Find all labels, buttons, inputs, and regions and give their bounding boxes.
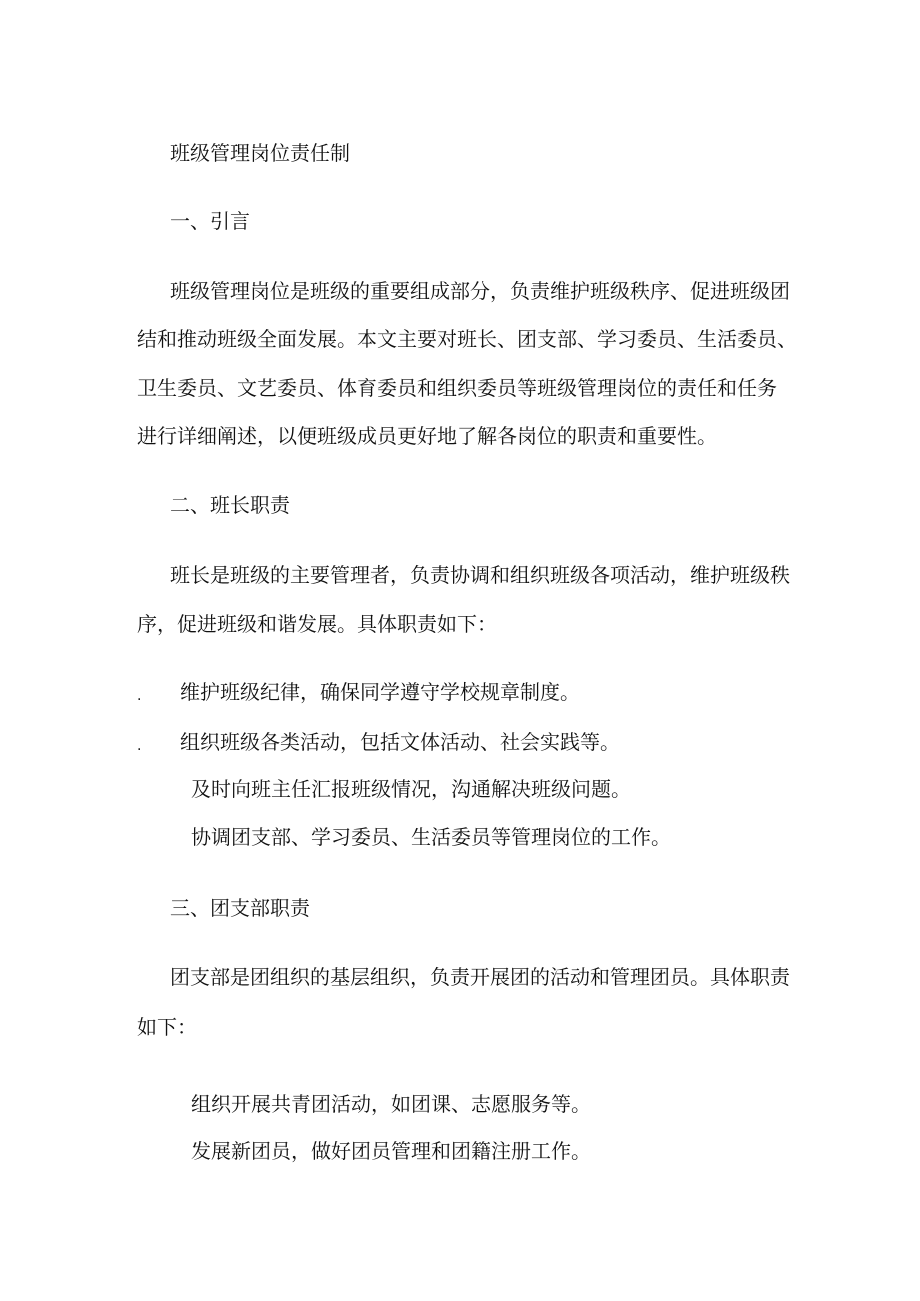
paragraph-line: 班长是班级的主要管理者，负责协调和组织班级各项活动，维护班级秩 [170, 563, 790, 587]
paragraph-line: 团支部是团组织的基层组织，负责开展团的活动和管理团员。具体职责 [170, 965, 790, 989]
list-item: 组织班级各类活动，包括文体活动、社会实践等。 [180, 730, 620, 754]
list-item: 协调团支部、学习委员、生活委员等管理岗位的工作。 [191, 825, 671, 849]
paragraph-line: 班级管理岗位是班级的重要组成部分，负责维护班级秩序、促进班级团 [170, 279, 790, 303]
section-heading-league: 三、团支部职责 [170, 896, 310, 920]
paragraph-line: 如下： [137, 1015, 197, 1039]
paragraph-line: 结和推动班级全面发展。本文主要对班长、团支部、学习委员、生活委员、 [137, 327, 797, 351]
paragraph-line: 卫生委员、文艺委员、体育委员和组织委员等班级管理岗位的责任和任务 [137, 376, 777, 400]
section-heading-monitor: 二、班长职责 [170, 493, 290, 517]
section-heading-intro: 一、引言 [170, 209, 250, 233]
bullet-marker: . [137, 688, 142, 704]
bullet-marker: . [137, 738, 142, 754]
list-item: 组织开展共青团活动，如团课、志愿服务等。 [191, 1092, 591, 1116]
list-item: 维护班级纪律，确保同学遵守学校规章制度。 [180, 680, 580, 704]
paragraph-line: 序，促进班级和谐发展。具体职责如下： [137, 612, 497, 636]
paragraph-line: 进行详细阐述，以便班级成员更好地了解各岗位的职责和重要性。 [137, 424, 717, 448]
list-item: 发展新团员，做好团员管理和团籍注册工作。 [191, 1139, 591, 1163]
document-title: 班级管理岗位责任制 [170, 141, 350, 165]
list-item: 及时向班主任汇报班级情况，沟通解决班级问题。 [191, 777, 631, 801]
